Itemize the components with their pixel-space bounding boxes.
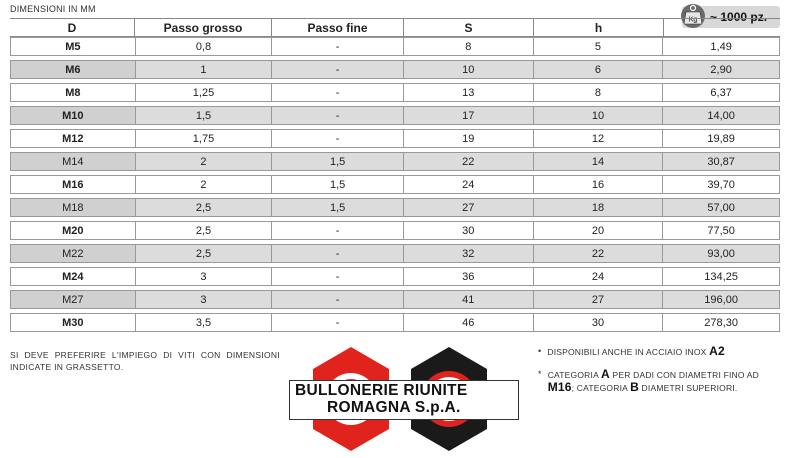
cell-s: 10 [403, 61, 533, 78]
units-caption: DIMENSIONI IN MM [10, 4, 96, 14]
header-passo-fine: Passo fine [271, 19, 403, 36]
cell-h: 24 [533, 268, 663, 285]
cell-pg: 1,75 [135, 130, 272, 147]
cell-s: 32 [403, 245, 533, 262]
cell-d: M16 [11, 176, 135, 193]
cell-h: 18 [533, 199, 663, 216]
cell-h: 30 [533, 314, 663, 331]
cell-pf: - [271, 222, 403, 239]
company-logo [283, 345, 523, 453]
cell-h: 27 [533, 291, 663, 308]
note-asterisk: * [538, 369, 542, 379]
cell-w: 39,70 [662, 176, 779, 193]
cell-w: 2,90 [662, 61, 779, 78]
bold-note: SI DEVE PREFERIRE L'IMPIEGO DI VITI CON DIMENSIONI INDICATE IN GRASSETTO. [10, 350, 280, 372]
cell-w: 134,25 [662, 268, 779, 285]
cell-s: 19 [403, 130, 533, 147]
cell-pg: 2 [135, 176, 272, 193]
table-row [10, 198, 780, 217]
cell-pg: 3 [135, 268, 272, 285]
cell-pf: 1,5 [271, 176, 403, 193]
cell-h: 14 [533, 153, 663, 170]
cell-pf: - [271, 38, 403, 55]
cell-h: 12 [533, 130, 663, 147]
logo-line-2: ROMAGNA S.p.A. [327, 399, 461, 416]
category-text-1: CATEGORIA [547, 370, 599, 380]
kg-icon-label: Kg [688, 16, 698, 24]
category-a: A [601, 367, 610, 381]
category-note [538, 368, 788, 394]
header-passo-grosso: Passo grosso [134, 19, 271, 36]
cell-w: 6,37 [662, 84, 779, 101]
cell-d: M27 [11, 291, 135, 308]
cell-s: 30 [403, 222, 533, 239]
cell-d: M5 [11, 38, 135, 55]
cell-pf: - [271, 107, 403, 124]
inox-note-text: DISPONIBILI ANCHE IN ACCIAIO INOX [547, 347, 707, 357]
cell-d: M6 [11, 61, 135, 78]
category-text-3: ; CATEGORIA [571, 383, 628, 393]
cell-pg: 0,8 [135, 38, 272, 55]
table-row [10, 106, 780, 125]
weight-label: ~ 1000 pz. [710, 10, 768, 24]
table-row [10, 129, 780, 148]
inox-note [538, 345, 788, 358]
table-row [10, 290, 780, 309]
cell-h: 10 [533, 107, 663, 124]
inox-grade: A2 [709, 344, 725, 358]
cell-pg: 3,5 [135, 314, 272, 331]
cell-s: 24 [403, 176, 533, 193]
cell-pf: - [271, 130, 403, 147]
cell-pf: - [271, 268, 403, 285]
cell-pg: 3 [135, 291, 272, 308]
cell-w: 14,00 [662, 107, 779, 124]
cell-h: 20 [533, 222, 663, 239]
cell-d: M30 [11, 314, 135, 331]
cell-s: 41 [403, 291, 533, 308]
table-row [10, 267, 780, 286]
cell-d: M24 [11, 268, 135, 285]
cell-w: 93,00 [662, 245, 779, 262]
header-h: h [533, 19, 663, 36]
cell-h: 8 [533, 84, 663, 101]
cell-pg: 2 [135, 153, 272, 170]
cell-d: M18 [11, 199, 135, 216]
cell-w: 196,00 [662, 291, 779, 308]
cell-h: 5 [533, 38, 663, 55]
cell-d: M20 [11, 222, 135, 239]
cell-h: 16 [533, 176, 663, 193]
category-text-4: DIAMETRI SUPERIORI. [641, 383, 738, 393]
cell-pg: 2,5 [135, 245, 272, 262]
cell-d: M10 [11, 107, 135, 124]
table-row [10, 83, 780, 102]
table-body [10, 37, 780, 336]
cell-s: 13 [403, 84, 533, 101]
cell-pf: - [271, 291, 403, 308]
note-bullet: • [538, 346, 542, 356]
table-header [10, 18, 780, 37]
table-row [10, 152, 780, 171]
cell-h: 6 [533, 61, 663, 78]
cell-w: 1,49 [662, 38, 779, 55]
cell-d: M22 [11, 245, 135, 262]
notes-right [538, 345, 788, 404]
logo-text-box [289, 380, 519, 420]
cell-s: 8 [403, 38, 533, 55]
cell-pf: - [271, 61, 403, 78]
cell-s: 17 [403, 107, 533, 124]
table-row [10, 244, 780, 263]
category-threshold: M16 [547, 380, 572, 394]
cell-pf: - [271, 245, 403, 262]
cell-pf: - [271, 314, 403, 331]
cell-s: 46 [403, 314, 533, 331]
cell-pg: 2,5 [135, 222, 272, 239]
cell-pf: 1,5 [271, 153, 403, 170]
category-b: B [630, 380, 639, 394]
table-row [10, 221, 780, 240]
table-row [10, 37, 780, 56]
header-d: D [67, 20, 77, 35]
cell-pf: 1,5 [271, 199, 403, 216]
table-row [10, 60, 780, 79]
table-row [10, 175, 780, 194]
cell-pg: 1,25 [135, 84, 272, 101]
table-row [10, 313, 780, 332]
category-text-2: PER DADI CON DIAMETRI FINO AD [612, 370, 760, 380]
cell-w: 57,00 [662, 199, 779, 216]
cell-d: M8 [11, 84, 135, 101]
cell-w: 30,87 [662, 153, 779, 170]
cell-d: M12 [11, 130, 135, 147]
cell-w: 77,50 [662, 222, 779, 239]
cell-d: M14 [11, 153, 135, 170]
cell-s: 22 [403, 153, 533, 170]
header-s: S [403, 19, 533, 36]
cell-pf: - [271, 84, 403, 101]
cell-s: 27 [403, 199, 533, 216]
cell-w: 19,89 [662, 130, 779, 147]
cell-s: 36 [403, 268, 533, 285]
cell-h: 22 [533, 245, 663, 262]
cell-pg: 1,5 [135, 107, 272, 124]
cell-w: 278,30 [662, 314, 779, 331]
cell-pg: 2,5 [135, 199, 272, 216]
logo-line-1: BULLONERIE RIUNITE [295, 382, 468, 399]
cell-pg: 1 [135, 61, 272, 78]
